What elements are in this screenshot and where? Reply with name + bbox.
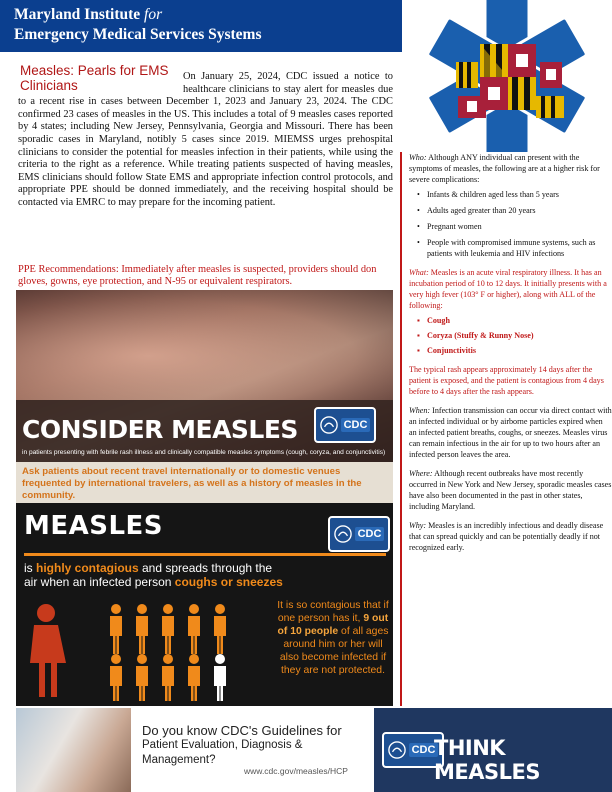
org-name-line1: Maryland Institute for	[14, 6, 163, 23]
list-item: ▪ Cough	[417, 315, 612, 326]
consider-measles-subtext: in patients presenting with febrile rash illness and clinically compatible measles symptoms (cough, coryza, and conjunctivitis)	[22, 449, 386, 456]
when-paragraph: When: Infection transmission can occur via direct contact with an infected individual or by airborne particles expired when an infected patient breaths, coughs, or sneezes. Measles virus can remain infectious in the air for up to two hours after an infected person leaves the area.	[409, 406, 612, 459]
cdc-logo-text: CDC	[341, 418, 371, 432]
measles-contagious-poster	[16, 503, 393, 706]
symptom-list	[417, 315, 612, 356]
hhs-seal-icon	[388, 741, 406, 759]
cdc-badge	[314, 407, 376, 443]
contagious-text: is highly contagious and spreads through the air when an infected person coughs or sneezes	[24, 561, 283, 589]
hhs-seal-icon	[320, 416, 338, 434]
think-measles-banner	[16, 708, 612, 792]
who-list	[417, 189, 612, 259]
article-intro: On January 25, 2024, CDC issued a notice to healthcare clinicians to stay alert for measles due to a recent rise in cases between December 1, 2023 and January 23, 2024. The CDC confirmed 23 cases of measles in the US. This includes a total of 9 measles cases reported by 4 states; including New Jersey, Pennsylvania, Georgia and Missouri. There has been sporadic cases in Maryland, notibly 5 cases since 2019. MIEMSS urges prehospital clinicians to consider the potential for measles infection in their patients, while using the criteria to the right as a reference. While treating patients suspected of having measles, EMS clinicians should follow State EMS and appropriate infection control protocols, and appropriate PPE should be donned immediately, and the receiving hospital should be contacted via EMRC to may prepare for the incoming patient.	[18, 71, 393, 208]
consider-measles-headline: CONSIDER MEASLES	[22, 415, 298, 444]
nine-of-ten-text: It is so contagious that if one person has it, 9 out of 10 people of all ages around him or her will also become infected if they are not protected.	[277, 600, 389, 676]
child-rash-photo	[16, 290, 393, 400]
right-column	[400, 152, 612, 706]
people-infographic-icon	[24, 601, 274, 701]
hhs-seal-icon	[334, 525, 352, 543]
cdc-badge	[328, 516, 390, 552]
consider-measles-poster	[16, 290, 393, 503]
cdc-logo-text: CDC	[409, 743, 439, 757]
ppe-recommendations: PPE Recommendations: Immediately after measles is suspected, providers should don gloves, gowns, eye protection, and N-95 or equivalent respirators.	[18, 264, 377, 288]
guidelines-question: Do you know CDC's Guidelines for Patient Evaluation, Diagnosis & Management?	[142, 723, 342, 766]
doctor-photo	[16, 708, 131, 792]
why-paragraph: Why: Measles is an incredibly infectious and deadly disease that can spread quickly and can be potentially deadly if not recognized early.	[409, 521, 604, 552]
list-item: • Infants & children aged less than 5 years	[417, 189, 612, 200]
list-item: ▪ Conjunctivitis	[417, 345, 612, 356]
article-title: Measles: Pearls for EMS Clinicians	[20, 63, 169, 93]
what-paragraph: What: Measles is an acute viral respiratory illness. It has an incubation period of 10 to 12 days. It initially presents with a very high fever (103° F or higher), along with ALL of the following:	[409, 268, 607, 310]
think-measles-text: THINK MEASLES	[434, 736, 540, 784]
list-item: • Adults aged greater than 20 years	[417, 205, 612, 216]
star-of-life-logo-icon	[402, 0, 612, 152]
ask-patients-text: Ask patients about recent travel internationally or to domestic venues frequented by international travelers, as well as a history of measles in the community.	[16, 462, 393, 503]
cdc-logo-text: CDC	[355, 527, 385, 541]
list-item: ▪ Coryza (Stuffy & Runny Nose)	[417, 330, 612, 341]
rash-paragraph: The typical rash appears approximately 14 days after the patient is exposed, and the patient is contagious from 4 days before to 4 days after the rash appears.	[409, 365, 604, 396]
measles-headline: MEASLES	[24, 511, 164, 541]
think-measles-panel	[374, 708, 612, 792]
list-item: • People with compromised immune systems, such as patients with leukemia and HIV infections	[417, 237, 612, 259]
where-paragraph: Where: Although recent outbreaks have most recently occurred in New York and New Jersey, sporadic measles cases have also been documented in the past in other states, including Maryland.	[409, 469, 612, 511]
cdc-url[interactable]: www.cdc.gov/measles/HCP	[244, 766, 348, 776]
orange-divider	[24, 553, 386, 556]
who-paragraph: Who: Although ANY individual can present with the symptoms of measles, the following are at a higher risk for severe complications:	[409, 153, 600, 184]
org-name-line2: Emergency Medical Services Systems	[14, 26, 262, 43]
list-item: • Pregnant women	[417, 221, 612, 232]
